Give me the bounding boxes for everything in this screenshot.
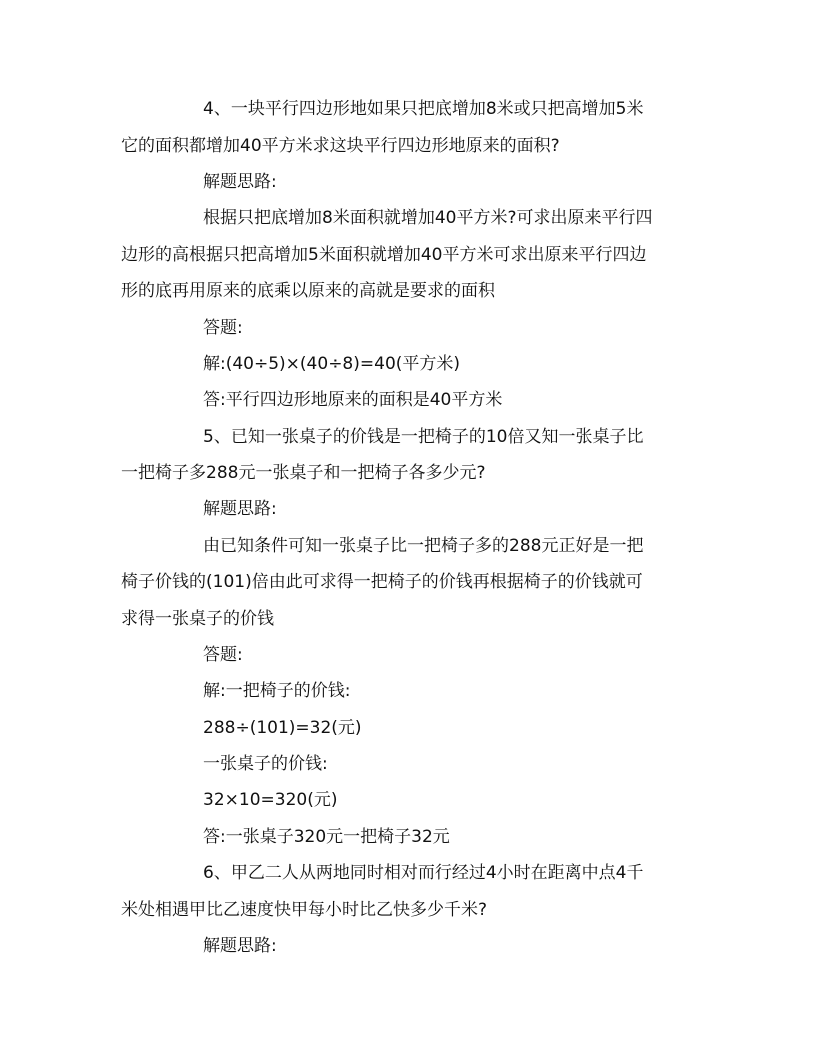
- problem-5-solution-idea-heading: 解题思路:: [203, 499, 277, 519]
- problem-4-idea-line-3: 形的底再用原来的底乘以原来的高就是要求的面积: [121, 281, 495, 301]
- problem-6-line-1: 6、甲乙二人从两地同时相对而行经过4小时在距离中点4千: [203, 863, 644, 883]
- problem-6-line-2: 米处相遇甲比乙速度快甲每小时比乙快多少千米?: [121, 900, 488, 920]
- problem-6-solution-idea-heading: 解题思路:: [203, 936, 277, 956]
- problem-5-answer-heading: 答题:: [203, 645, 243, 665]
- problem-5-answer: 答:一张桌子320元一把椅子32元: [203, 827, 450, 847]
- problem-5-idea-line-3: 求得一张桌子的价钱: [121, 609, 274, 629]
- problem-4-idea-line-2: 边形的高根据只把高增加5米面积就增加40平方米可求出原来平行四边: [121, 245, 647, 265]
- problem-5-solution-line-3: 一张桌子的价钱:: [203, 754, 328, 774]
- problem-5-solution-line-2: 288÷(101)=32(元): [203, 718, 362, 738]
- problem-5-idea-line-2: 椅子价钱的(101)倍由此可求得一把椅子的价钱再根据椅子的价钱就可: [121, 572, 643, 592]
- problem-4-line-2: 它的面积都增加40平方米求这块平行四边形地原来的面积?: [121, 136, 560, 156]
- problem-5-solution-line-1: 解:一把椅子的价钱:: [203, 681, 351, 701]
- problem-4-solution: 解:(40÷5)×(40÷8)=40(平方米): [203, 354, 461, 374]
- problem-5-solution-line-4: 32×10=320(元): [203, 790, 338, 810]
- problem-4-solution-idea-heading: 解题思路:: [203, 172, 277, 192]
- problem-4-idea-line-1: 根据只把底增加8米面积就增加40平方米?可求出原来平行四: [203, 208, 653, 228]
- problem-5-line-1: 5、已知一张桌子的价钱是一把椅子的10倍又知一张桌子比: [203, 427, 644, 447]
- problem-4-answer-heading: 答题:: [203, 318, 243, 338]
- problem-4-line-1: 4、一块平行四边形地如果只把底增加8米或只把高增加5米: [203, 99, 644, 119]
- problem-4-answer: 答:平行四边形地原来的面积是40平方米: [203, 390, 503, 410]
- problem-5-idea-line-1: 由已知条件可知一张桌子比一把椅子多的288元正好是一把: [203, 536, 644, 556]
- problem-5-line-2: 一把椅子多288元一张桌子和一把椅子各多少元?: [121, 463, 486, 483]
